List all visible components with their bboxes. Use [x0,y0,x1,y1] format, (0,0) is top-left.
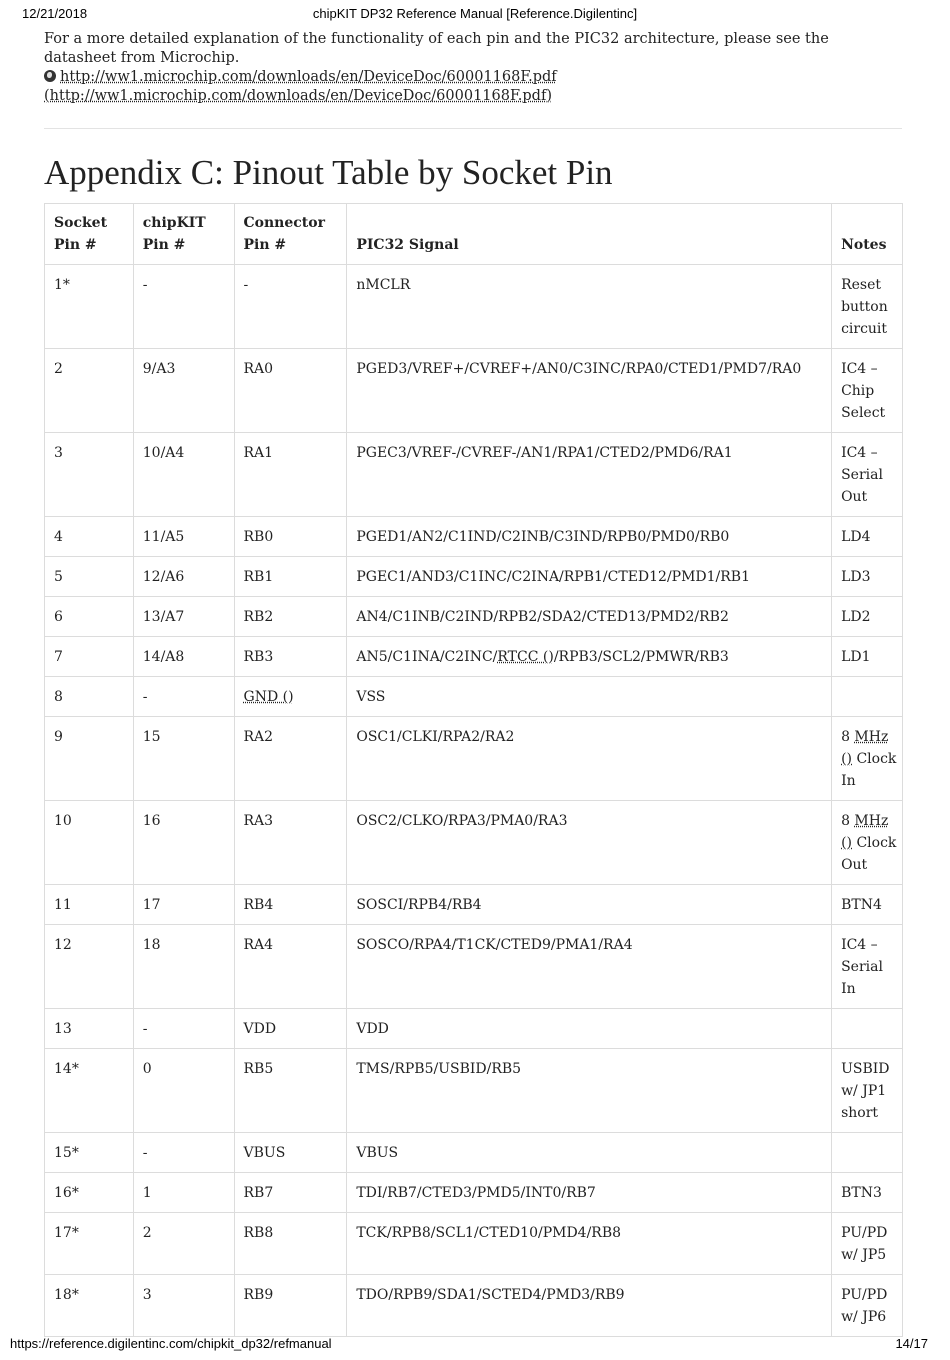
chipkit-cell: 3 [133,1275,234,1337]
connector-cell [234,677,347,717]
print-date: 12/21/2018 [22,6,88,21]
print-footer [10,1336,928,1352]
notes-cell [832,677,903,717]
header-connector-pin: Connector Pin # [234,204,347,265]
signal-cell: TDO/RPB9/SDA1/SCTED4/PMD3/RB9 [347,1275,832,1337]
signal-cell: AN5/C1INA/C2INC/RTCC ()/RPB3/SCL2/PMWR/RB3 [347,637,832,677]
table-row [45,1133,903,1173]
chipkit-cell: 14/A8 [133,637,234,677]
connector-cell: RA0 [234,349,347,433]
signal-cell: PGEC1/AND3/C1INC/C2INA/RPB1/CTED12/PMD1/RB1 [347,557,832,597]
signal-cell: TMS/RPB5/USBID/RB5 [347,1049,832,1133]
notes-cell [832,1009,903,1049]
table-row [45,597,903,637]
gnd-abbr[interactable]: GND () [243,689,294,705]
chipkit-cell: 12/A6 [133,557,234,597]
connector-cell: - [234,265,347,349]
table-row [45,349,903,433]
header-chipkit-pin: chipKIT Pin # [133,204,234,265]
chipkit-cell: 9/A3 [133,349,234,433]
datasheet-link[interactable]: http://ww1.microchip.com/downloads/en/DeviceDoc/60001168F.pdf [60,69,557,85]
table-row [45,1213,903,1275]
chipkit-cell: 15 [133,717,234,801]
connector-cell: RA4 [234,925,347,1009]
table-row [45,637,903,677]
table-row [45,1049,903,1133]
socket-cell: 4 [45,517,134,557]
mhz-abbr[interactable]: MHz () [841,729,889,767]
rtcc-abbr[interactable]: RTCC () [497,649,554,665]
notes-cell: Reset button circuit [832,265,903,349]
table-row [45,717,903,801]
notes-cell: 8 MHz () Clock In [832,717,903,801]
socket-cell: 13 [45,1009,134,1049]
table-row [45,433,903,517]
pinout-table [44,203,903,1337]
signal-cell: PGED3/VREF+/CVREF+/AN0/C3INC/RPA0/CTED1/PMD7/RA0 [347,349,832,433]
chipkit-cell: - [133,677,234,717]
socket-cell: 1* [45,265,134,349]
mhz-abbr[interactable]: MHz () [841,813,889,851]
signal-cell: TDI/RB7/CTED3/PMD5/INT0/RB7 [347,1173,832,1213]
table-row [45,1275,903,1337]
chipkit-cell: 2 [133,1213,234,1275]
chipkit-cell: 10/A4 [133,433,234,517]
print-header [22,6,928,22]
socket-cell: 3 [45,433,134,517]
notes-cell: PU/PD w/ JP5 [832,1213,903,1275]
notes-cell: PU/PD w/ JP6 [832,1275,903,1337]
table-row [45,517,903,557]
signal-cell: OSC1/CLKI/RPA2/RA2 [347,717,832,801]
table-row [45,801,903,885]
notes-cell: IC4 – Serial In [832,925,903,1009]
table-row [45,265,903,349]
signal-cell: VDD [347,1009,832,1049]
chipkit-cell: 13/A7 [133,597,234,637]
connector-cell: RB0 [234,517,347,557]
connector-cell: RA2 [234,717,347,801]
header-socket-pin: Socket Pin # [45,204,134,265]
table-row [45,1009,903,1049]
signal-cell: SOSCI/RPB4/RB4 [347,885,832,925]
connector-cell: RB2 [234,597,347,637]
chipkit-cell: 0 [133,1049,234,1133]
signal-cell: VSS [347,677,832,717]
datasheet-url-link[interactable]: (http://ww1.microchip.com/downloads/en/DeviceDoc/60001168F.pdf) [44,88,552,104]
connector-cell: VBUS [234,1133,347,1173]
chipkit-cell: 17 [133,885,234,925]
socket-cell: 14* [45,1049,134,1133]
chipkit-cell: - [133,1009,234,1049]
datasheet-url-line [44,87,902,106]
chipkit-cell: 1 [133,1173,234,1213]
socket-cell: 16* [45,1173,134,1213]
table-row [45,885,903,925]
socket-cell: 11 [45,885,134,925]
section-divider [44,128,902,129]
connector-cell: RB5 [234,1049,347,1133]
socket-cell: 12 [45,925,134,1009]
socket-cell: 9 [45,717,134,801]
connector-cell: RB9 [234,1275,347,1337]
signal-cell: PGED1/AN2/C1IND/C2INB/C3IND/RPB0/PMD0/RB0 [347,517,832,557]
socket-cell: 8 [45,677,134,717]
intro-paragraph [44,30,902,106]
page-content [44,30,902,1337]
table-row [45,1173,903,1213]
signal-cell: TCK/RPB8/SCL1/CTED10/PMD4/RB8 [347,1213,832,1275]
notes-cell: BTN4 [832,885,903,925]
table-row [45,557,903,597]
notes-cell: LD1 [832,637,903,677]
header-pic32-signal: PIC32 Signal [347,204,832,265]
page-number: 14/17 [895,1336,928,1351]
connector-cell: RB4 [234,885,347,925]
notes-cell: LD3 [832,557,903,597]
connector-cell: VDD [234,1009,347,1049]
notes-cell [832,1133,903,1173]
header-notes: Notes [832,204,903,265]
chipkit-cell: 11/A5 [133,517,234,557]
chipkit-cell: - [133,1133,234,1173]
datasheet-link-line [44,68,902,87]
socket-cell: 5 [45,557,134,597]
chipkit-cell: 18 [133,925,234,1009]
signal-cell: OSC2/CLKO/RPA3/PMA0/RA3 [347,801,832,885]
chipkit-cell: 16 [133,801,234,885]
signal-cell: VBUS [347,1133,832,1173]
signal-cell: PGEC3/VREF-/CVREF-/AN1/RPA1/CTED2/PMD6/RA1 [347,433,832,517]
notes-cell: LD4 [832,517,903,557]
socket-cell: 15* [45,1133,134,1173]
notes-cell: BTN3 [832,1173,903,1213]
connector-cell: RA3 [234,801,347,885]
socket-cell: 7 [45,637,134,677]
socket-cell: 17* [45,1213,134,1275]
socket-cell: 6 [45,597,134,637]
page-title: Appendix C: Pinout Table by Socket Pin [44,153,613,192]
table-header-row [45,204,903,265]
connector-cell: RB8 [234,1213,347,1275]
signal-cell: AN4/C1INB/C2IND/RPB2/SDA2/CTED13/PMD2/RB2 [347,597,832,637]
table-row [45,677,903,717]
print-title: chipKIT DP32 Reference Manual [Reference.Digilentinc] [312,6,638,21]
notes-cell: LD2 [832,597,903,637]
connector-cell: RA1 [234,433,347,517]
notes-cell: 8 MHz () Clock Out [832,801,903,885]
notes-cell: USBID w/ JP1 short [832,1049,903,1133]
signal-cell: nMCLR [347,265,832,349]
chipkit-cell: - [133,265,234,349]
connector-cell: RB1 [234,557,347,597]
intro-text: For a more detailed explanation of the functionality of each pin and the PIC32 architecture, please see the datasheet from Microchip. [44,31,829,66]
signal-cell: SOSCO/RPA4/T1CK/CTED9/PMA1/RA4 [347,925,832,1009]
socket-cell: 10 [45,801,134,885]
socket-cell: 2 [45,349,134,433]
print-url: https://reference.digilentinc.com/chipkit_dp32/refmanual [10,1336,332,1351]
socket-cell: 18* [45,1275,134,1337]
notes-cell: IC4 – Chip Select [832,349,903,433]
notes-cell: IC4 – Serial Out [832,433,903,517]
table-row [45,925,903,1009]
globe-icon [44,70,56,82]
connector-cell: RB3 [234,637,347,677]
connector-cell: RB7 [234,1173,347,1213]
